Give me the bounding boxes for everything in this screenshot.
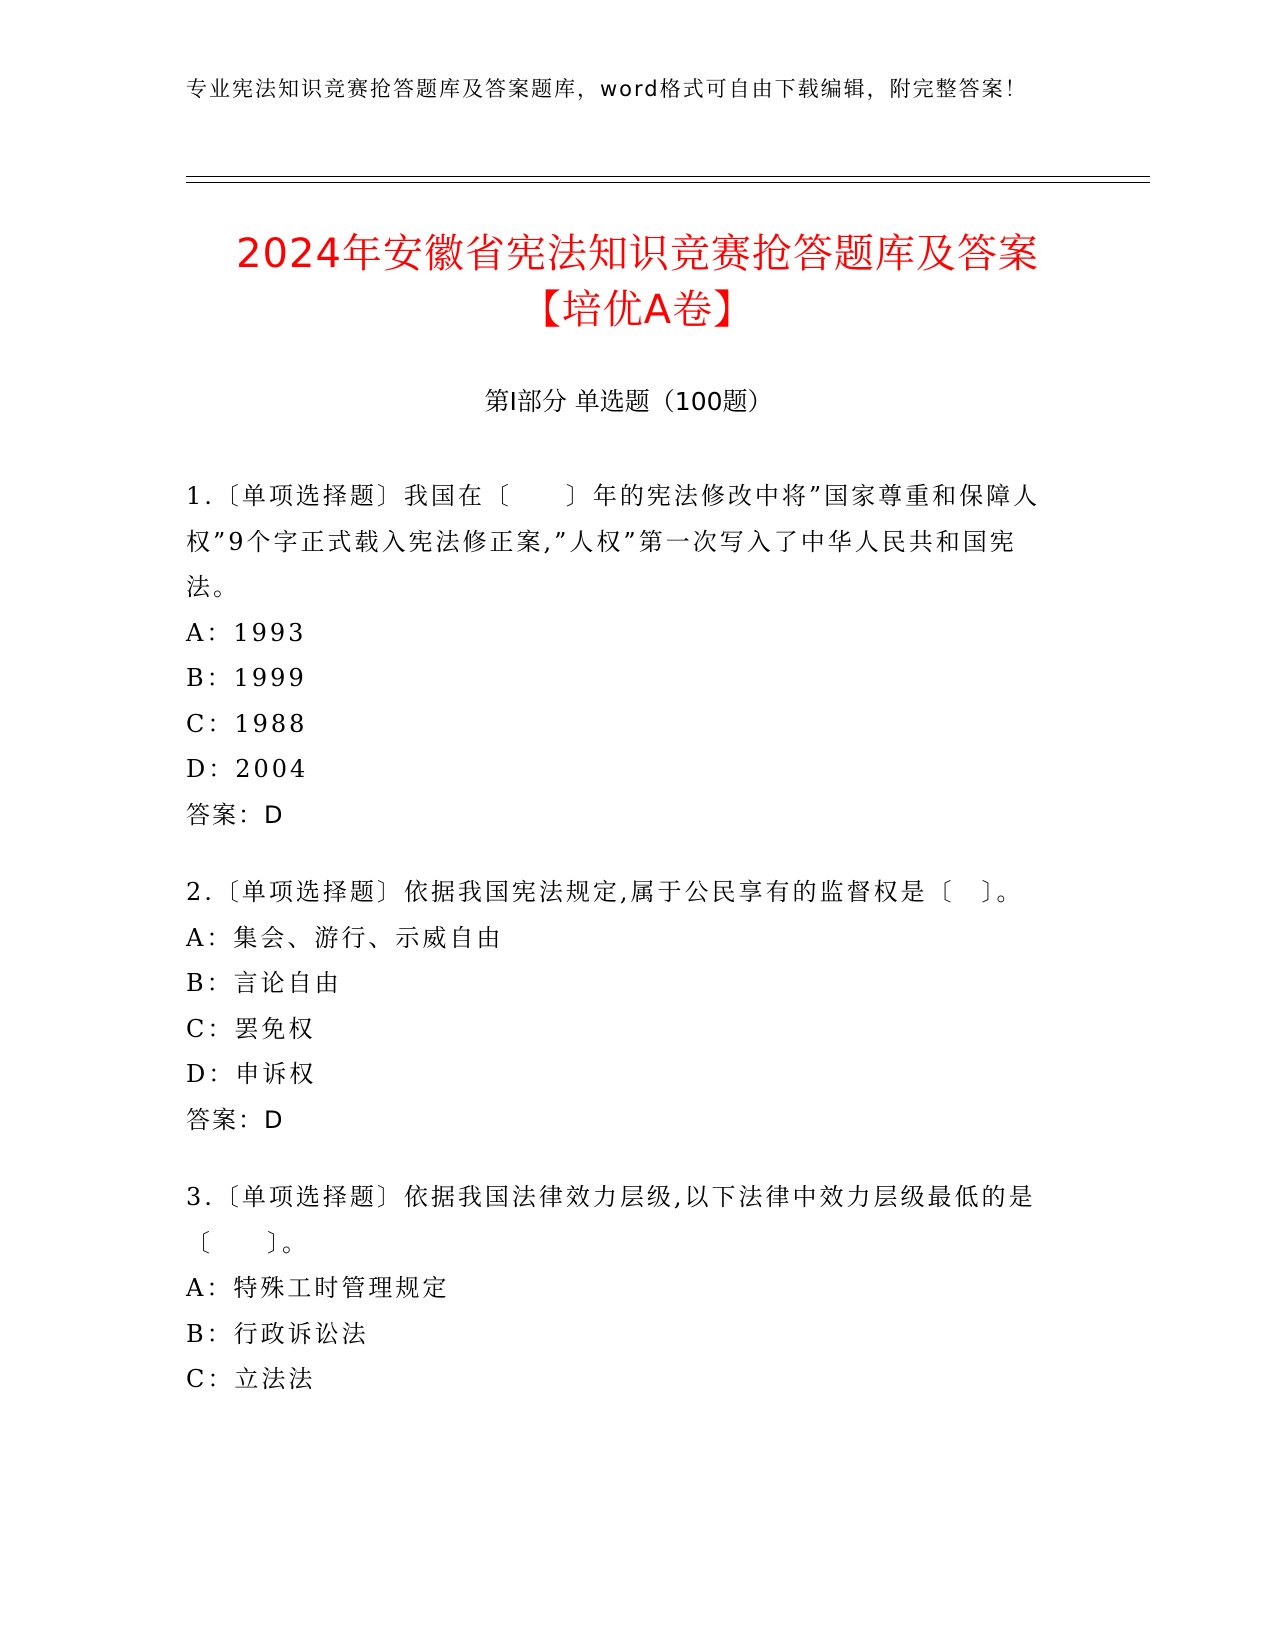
question-2 bbox=[186, 870, 1066, 1143]
option-d: D：申诉权 bbox=[186, 1060, 317, 1088]
option-b: B：言论自由 bbox=[186, 969, 342, 997]
answer: 答案：D bbox=[186, 800, 285, 829]
option-d: D：2004 bbox=[186, 755, 309, 783]
question-stem: 3.〔单项选择题〕依据我国法律效力层级,以下法律中效力层级最低的是〔 〕。 bbox=[186, 1183, 1036, 1257]
question-list bbox=[186, 474, 1066, 1435]
answer: 答案：D bbox=[186, 1105, 285, 1134]
question-stem: 1.〔单项选择题〕我国在〔 〕年的宪法修改中将”国家尊重和保障人权”9个字正式载入宪法修正案,”人权”第一次写入了中华人民共和国宪法。 bbox=[186, 482, 1041, 601]
document-title bbox=[120, 226, 1155, 338]
header-note: 专业宪法知识竞赛抢答题库及答案题库，word格式可自由下载编辑，附完整答案！ bbox=[186, 77, 1028, 101]
document-title-line-1: 2024年安徽省宪法知识竞赛抢答题库及答案 bbox=[236, 231, 1039, 277]
option-b: B：行政诉讼法 bbox=[186, 1319, 369, 1348]
question-1 bbox=[186, 474, 1066, 838]
option-c: C：罢免权 bbox=[186, 1014, 316, 1043]
header-divider-top bbox=[186, 176, 1150, 177]
question-3 bbox=[186, 1175, 1066, 1403]
option-a: A：1993 bbox=[186, 618, 307, 647]
section-title: 第Ⅰ部分 单选题（100题） bbox=[484, 387, 773, 416]
header-divider-bottom bbox=[186, 182, 1150, 183]
option-b: B：1999 bbox=[186, 664, 307, 692]
question-stem: 2.〔单项选择题〕依据我国宪法规定,属于公民享有的监督权是〔 〕。 bbox=[186, 878, 1024, 906]
option-a: A：特殊工时管理规定 bbox=[186, 1274, 450, 1302]
option-a: A：集会、游行、示威自由 bbox=[186, 923, 504, 952]
document-title-line-2: 【培优A卷】 bbox=[520, 287, 755, 333]
option-c: C：1988 bbox=[186, 709, 308, 738]
option-c: C：立法法 bbox=[186, 1365, 316, 1393]
